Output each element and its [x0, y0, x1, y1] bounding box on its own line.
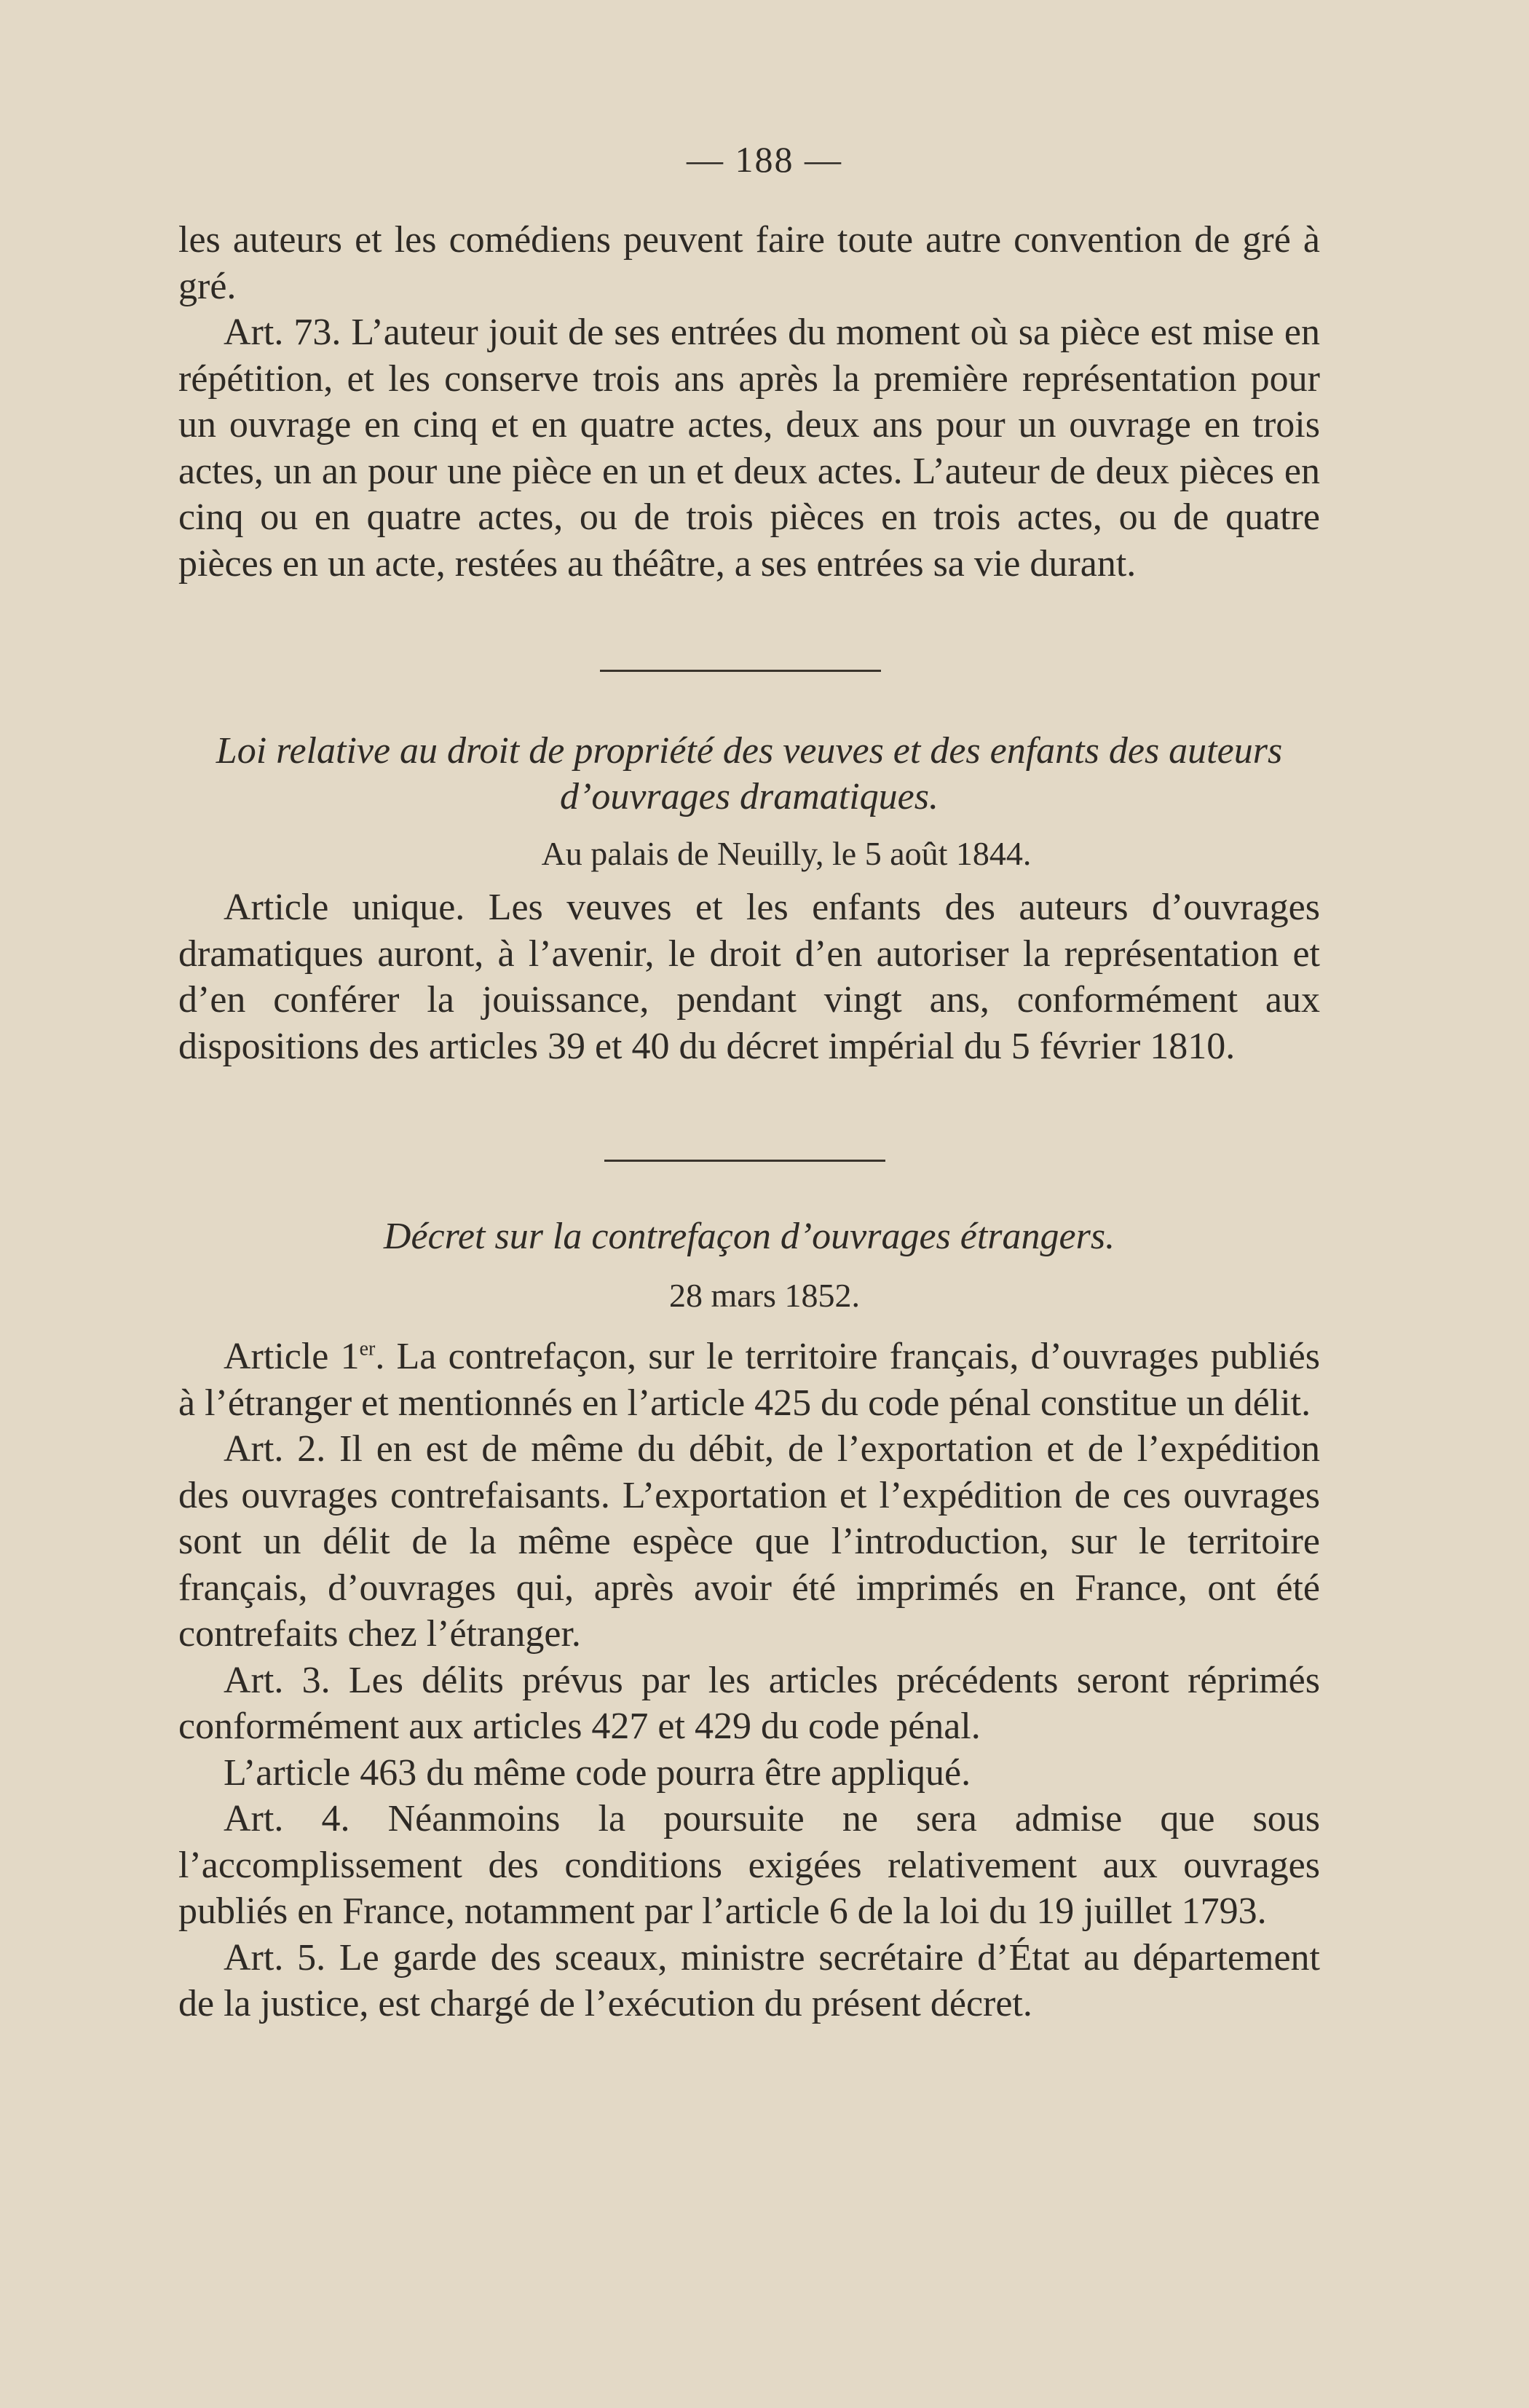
section-counterfeit-decree-body — [178, 1334, 1320, 2027]
paragraph: les auteurs et les comédiens peuvent faire toute autre convention de gré à gré. — [178, 219, 1320, 307]
paragraph-article-2: Art. 2. Il en est de même du débit, de l’exportation et de l’expédition des ouvrages contrefaisants. L’exportation et l’expédition de ces ouvrages sont un délit de la même espèce que l’introduction, sur le territoire français, d’ouvrages qui, après avoir été imprimés en France, ont été contrefaits chez l’étranger. — [178, 1428, 1320, 1655]
section-divider — [604, 1160, 885, 1162]
section-widows-law-body — [178, 884, 1320, 1069]
paragraph-article-3: Art. 3. Les délits prévus par les articles précédents seront réprimés conformément aux articles 427 et 429 du code pénal. — [178, 1659, 1320, 1747]
section-date: Au palais de Neuilly, le 5 août 1844. — [541, 835, 1032, 872]
section-theatre-rules — [178, 217, 1320, 587]
paragraph-article-73: Art. 73. L’auteur jouit de ses entrées du moment où sa pièce est mise en répétition, et les conserve trois ans après la première représentation pour un ouvrage en cinq et en quatre actes, deux ans pour un ouvrage en trois actes, un an pour une pièce en un et deux actes. L’auteur de deux pièces en cinq ou en quatre actes, ou de trois pièces en trois actes, ou de quatre pièces en un acte, restées au théâtre, a ses entrées sa vie durant. — [178, 312, 1320, 585]
section-heading-counterfeit-decree: Décret sur la contrefaçon d’ouvrages étrangers. — [383, 1216, 1115, 1257]
section-heading-widows-law: Loi relative au droit de propriété des veuves et des enfants des auteurs d’ouvrages dramatiques. — [216, 730, 1283, 817]
section-date: 28 mars 1852. — [669, 1277, 860, 1314]
paragraph-article-4: Art. 4. Néanmoins la poursuite ne sera admise que sous l’accomplissement des conditions exigées relativement aux ouvrages publiés en France, notamment par l’article 6 de la loi du 19 juillet 1793. — [178, 1798, 1320, 1932]
paragraph-article-5: Art. 5. Le garde des sceaux, ministre secrétaire d’État au département de la justice, est chargé de l’exécution du présent décret. — [178, 1936, 1320, 2024]
article-1-text: . La contrefaçon, sur le territoire français, d’ouvrages publiés à l’étranger et mentionnés en l’article 425 du code pénal constitue un délit. — [178, 1336, 1320, 1424]
paragraph-article-1 — [178, 1334, 1320, 1426]
page-number: — 188 — — [687, 139, 842, 180]
section-divider — [600, 670, 881, 672]
paragraph-article-unique: Article unique. Les veuves et les enfants des auteurs d’ouvrages dramatiques auront, à l’avenir, le droit d’en autoriser la représentation et d’en conférer la jouissance, pendant vingt ans, conformément aux dispositions des articles 39 et 40 du décret impérial du 5 février 1810. — [178, 887, 1320, 1067]
article-1-prefix: Article 1 — [224, 1336, 360, 1377]
article-1-superscript: er — [359, 1337, 376, 1361]
paragraph-article-463: L’article 463 du même code pourra être appliqué. — [224, 1751, 971, 1794]
